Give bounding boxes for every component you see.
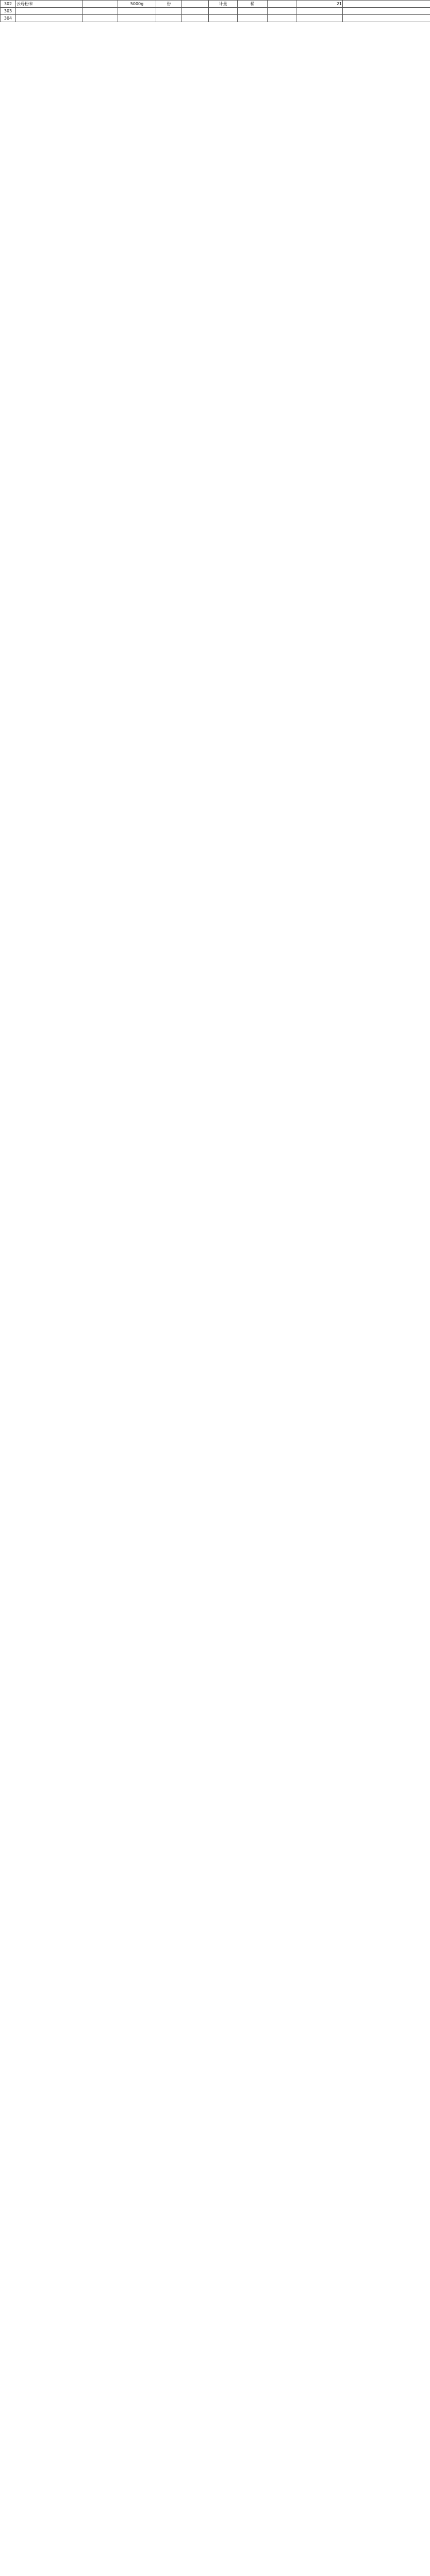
- cell-qty: [182, 8, 209, 15]
- cell-unit-b: [238, 8, 268, 15]
- cell-qty: [182, 15, 209, 22]
- cell-brand: [83, 15, 118, 22]
- cell-brand: [83, 8, 118, 15]
- cell-unit-a: [156, 15, 182, 22]
- cell-spec: [118, 15, 156, 22]
- cell-supply: 计量: [209, 1, 238, 8]
- table-row: [1, 8, 430, 15]
- cell-remark: [343, 15, 430, 22]
- cell-unit-a: 份: [156, 1, 182, 8]
- cell-supply: [209, 8, 238, 15]
- cell-pack: [268, 15, 296, 22]
- cell-pack: [268, 1, 296, 8]
- cell-spec: [118, 8, 156, 15]
- cell-price: 21: [296, 1, 343, 8]
- cell-brand: [83, 1, 118, 8]
- cell-remark: [343, 8, 430, 15]
- cell-price: [296, 15, 343, 22]
- cell-unit-b: 桶: [238, 1, 268, 8]
- cell-row-index: 304: [1, 15, 16, 22]
- cell-spec: 5000g: [118, 1, 156, 8]
- price-list-body: [1, 1, 430, 22]
- cell-remark: [343, 1, 430, 8]
- cell-row-index: 302: [1, 1, 16, 8]
- cell-pack: [268, 8, 296, 15]
- cell-unit-b: [238, 15, 268, 22]
- cell-row-index: 303: [1, 8, 16, 15]
- table-row: [1, 1, 430, 8]
- cell-price: [296, 8, 343, 15]
- table-row: [1, 15, 430, 22]
- cell-item-name: 云母粉末: [16, 1, 83, 8]
- cell-item-name: [16, 8, 83, 15]
- cell-supply: [209, 15, 238, 22]
- price-list-table: [0, 0, 430, 22]
- cell-qty: [182, 1, 209, 8]
- cell-item-name: [16, 15, 83, 22]
- cell-unit-a: [156, 8, 182, 15]
